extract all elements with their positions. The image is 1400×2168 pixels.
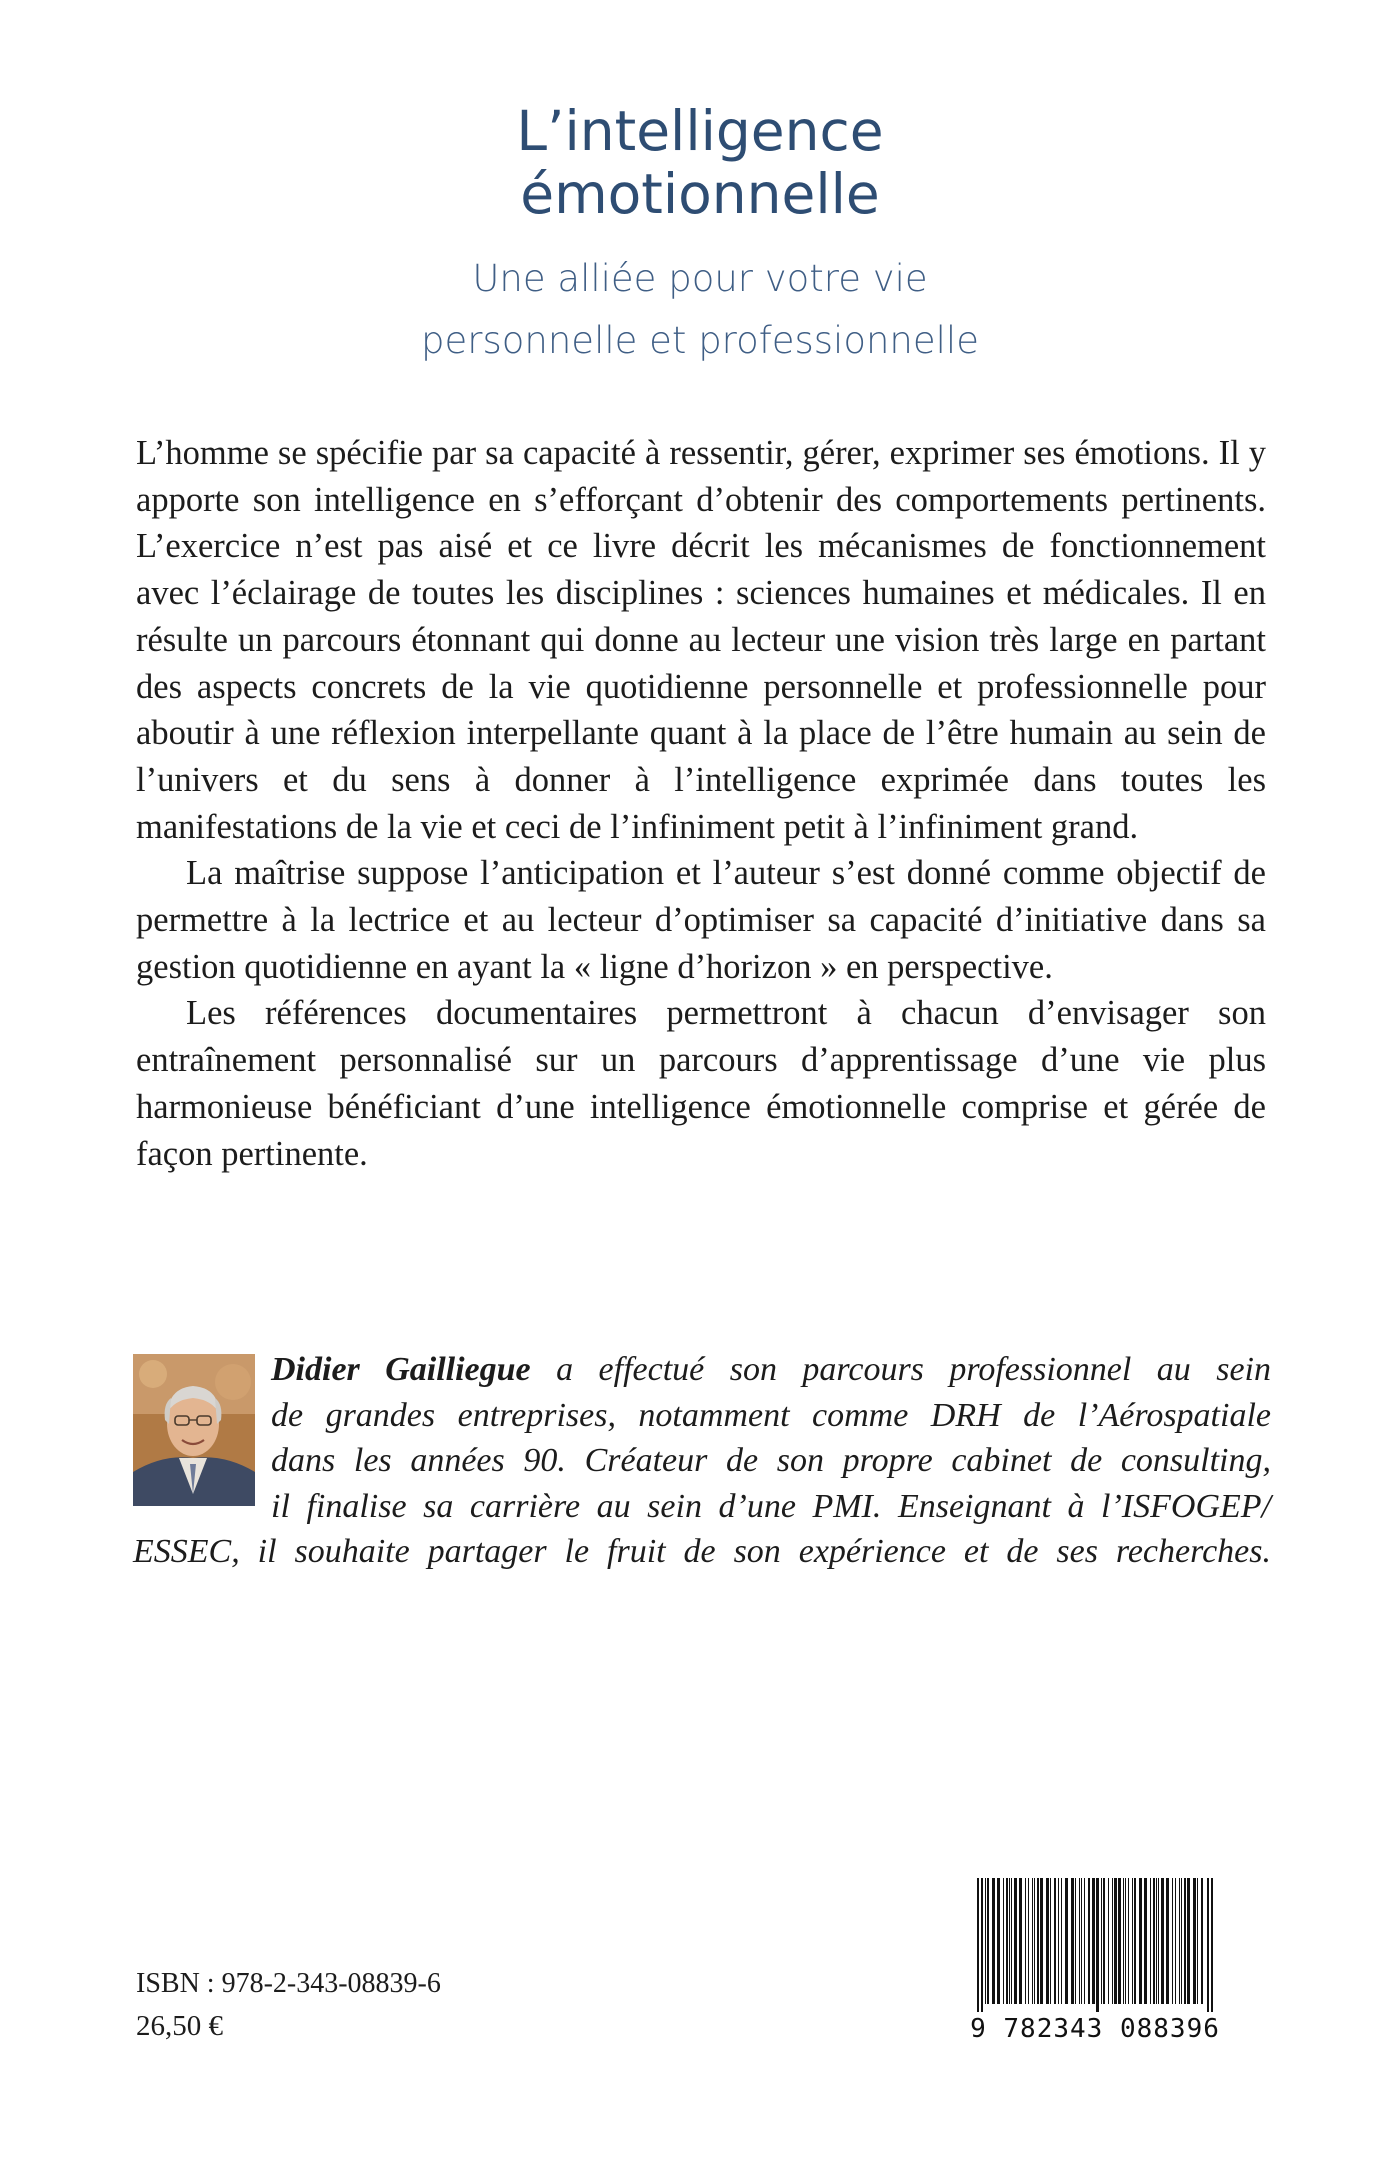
author-name: Didier Gailliegue — [271, 1351, 531, 1388]
author-bio-line-1-text: a effectué son parcours professionnel au sein — [530, 1351, 1271, 1388]
barcode-bar — [1123, 1878, 1124, 2004]
barcode-bar — [1037, 1878, 1039, 2004]
book-subtitle — [0, 248, 1400, 372]
barcode-bar — [1179, 1878, 1180, 2004]
summary-paragraph-1: L’homme se spécifie par sa capacité à ressentir, gérer, exprimer ses émotions. Il y apporte son intelligence en s’efforçant d’obtenir des comportements pertinents. L’exercice n’est pas aisé et ce livre décrit les mécanismes de fonctionnement avec l’éclairage de toutes les disciplines : sciences humaines et médicales. Il en résulte un parcours étonnant qui donne au lecteur une vision très large en partant des aspects concrets de la vie quotidienne personnelle et professionnelle pour aboutir à une réflexion interpellante quant à la place de l’être humain au sein de l’univers et du sens à donner à l’intelligence exprimée dans toutes les manifestations de la vie et ceci de l’infiniment petit à l’infiniment grand. — [136, 434, 1266, 846]
barcode-bar — [1088, 1878, 1090, 2004]
barcode-guard-bar — [977, 1878, 979, 2012]
barcode-bar — [987, 1878, 989, 2004]
barcode-bar — [1065, 1878, 1068, 2004]
barcode-bar — [1156, 1878, 1157, 2004]
barcode-guard-bar — [1211, 1878, 1213, 2012]
barcode-bar — [1011, 1878, 1012, 2004]
barcode-bar — [1181, 1878, 1182, 2004]
summary-paragraph-2: La maîtrise suppose l’anticipation et l’auteur s’est donné comme objectif de permettre à la lectrice et au lecteur d’optimiser sa capacité d’initiative dans sa gestion quotidienne en ayant la « ligne d’horizon » en perspective. — [136, 854, 1266, 986]
barcode-bar — [1003, 1878, 1004, 2004]
barcode-bar — [1134, 1878, 1136, 2004]
book-title-line-2: émotionnelle — [520, 162, 880, 226]
barcode-guard-bar — [981, 1878, 983, 2012]
barcode-bar — [1079, 1878, 1080, 2004]
barcode-guard-bar — [1207, 1878, 1209, 2012]
barcode-bar — [1197, 1878, 1198, 2004]
barcode-bar — [1108, 1878, 1109, 2004]
barcode-bar — [1050, 1878, 1051, 2004]
barcode-bar — [1128, 1878, 1129, 2004]
barcode-bar — [1006, 1878, 1008, 2004]
barcode-bar — [1054, 1878, 1056, 2004]
book-title-line-1: L’intelligence — [516, 99, 884, 163]
barcode-bar — [997, 1878, 1000, 2004]
book-title — [0, 100, 1400, 226]
barcode-bar — [1028, 1878, 1029, 2004]
barcode-bar — [1058, 1878, 1059, 2004]
barcode-bar — [1025, 1878, 1026, 2004]
barcode-bar — [1040, 1878, 1043, 2004]
barcode-bar — [992, 1878, 995, 2004]
barcode-bars — [965, 1874, 1225, 2014]
barcode-bar — [1071, 1878, 1074, 2004]
summary-text — [136, 430, 1266, 1177]
barcode-bar — [1172, 1878, 1173, 2004]
barcode — [965, 1874, 1225, 2046]
barcode-bar — [1019, 1878, 1022, 2004]
barcode-bar — [1166, 1878, 1169, 2004]
barcode-bar — [1114, 1878, 1117, 2004]
barcode-bar — [1118, 1878, 1121, 2004]
barcode-bar — [1201, 1878, 1203, 2004]
barcode-bar — [1014, 1878, 1017, 2004]
barcode-bar — [1153, 1878, 1155, 2004]
barcode-bar — [1084, 1878, 1085, 2004]
author-bio — [271, 1347, 1271, 1529]
barcode-bar — [1184, 1878, 1186, 2004]
barcode-bar — [1046, 1878, 1049, 2004]
barcode-bar — [1075, 1878, 1076, 2004]
barcode-bar — [1158, 1878, 1159, 2004]
barcode-bar — [1139, 1878, 1142, 2004]
barcode-bar — [1150, 1878, 1151, 2004]
barcode-bar — [1101, 1878, 1102, 2004]
barcode-bar — [1187, 1878, 1190, 2004]
author-bio-line-2: de grandes entreprises, notamment comme DRH de l’Aérospatiale — [271, 1396, 1271, 1434]
barcode-bar — [1081, 1878, 1082, 2004]
barcode-bar — [985, 1878, 986, 2004]
barcode-bar — [1009, 1878, 1010, 2004]
barcode-bar — [1034, 1878, 1035, 2004]
barcode-bar — [1092, 1878, 1095, 2004]
book-subtitle-line-1: Une alliée pour votre vie — [472, 257, 928, 300]
barcode-digits: 9 782343 088396 — [970, 2014, 1220, 2044]
barcode-bar — [1125, 1878, 1126, 2004]
price-text: 26,50 € — [136, 2010, 223, 2042]
summary-paragraph-3: Les références documentaires permettront à chacun d’envisager son entraînement personnalisé sur un parcours d’apprentissage d’une vie plus harmonieuse bénéficiant d’une intelligence émotionnelle comprise et gérée de façon pertinente. — [136, 994, 1266, 1173]
barcode-bar — [1161, 1878, 1164, 2004]
author-photo — [133, 1354, 255, 1506]
barcode-bar — [1061, 1878, 1062, 2004]
author-bio-line-4: il finalise sa carrière au sein d’une PMI. Enseignant à l’ISFOGEP/ — [271, 1487, 1271, 1525]
author-bio-line-1 — [271, 1347, 1271, 1393]
barcode-bar — [1103, 1878, 1105, 2004]
barcode-bar — [1032, 1878, 1033, 2004]
barcode-bar — [1132, 1878, 1133, 2004]
author-bio-last-line: ESSEC, il souhaite partager le fruit de son expérience et de ses recherches. — [133, 1533, 1271, 1570]
author-bio-line-3: dans les années 90. Créateur de son propre cabinet de consulting, — [271, 1442, 1271, 1479]
barcode-guard-bar — [1096, 1878, 1099, 2012]
isbn-text: ISBN : 978-2-343-08839-6 — [136, 1968, 441, 1999]
barcode-bar — [1112, 1878, 1113, 2004]
barcode-bar — [1144, 1878, 1147, 2004]
book-subtitle-line-2: personnelle et professionnelle — [421, 319, 979, 362]
barcode-bar — [1193, 1878, 1196, 2004]
barcode-bar — [1175, 1878, 1176, 2004]
